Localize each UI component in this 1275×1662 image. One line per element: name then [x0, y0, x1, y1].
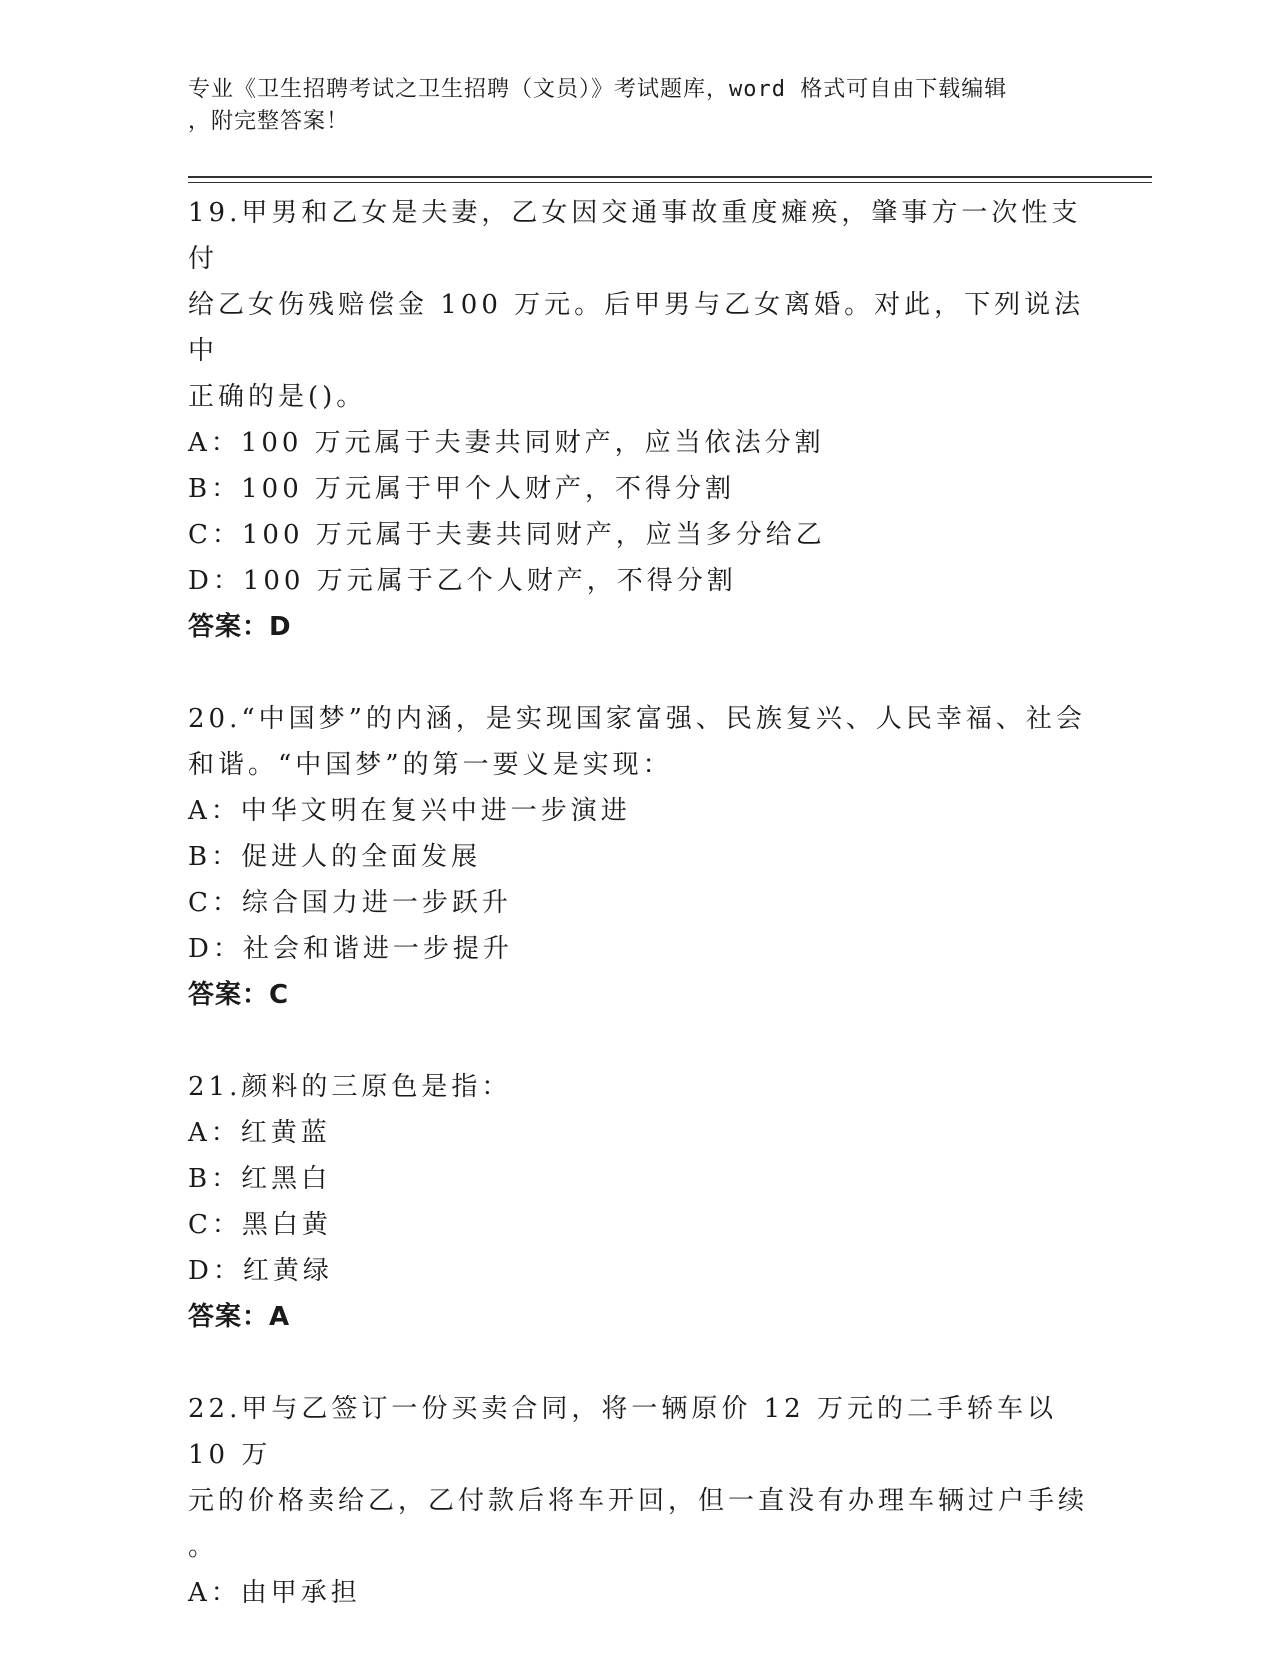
option-b: B：红黑白	[188, 1164, 332, 1194]
option-a: A：由甲承担	[188, 1578, 361, 1608]
option-c: C：黑白黄	[188, 1210, 332, 1240]
question-text-line: 22.甲与乙签订一份买卖合同，将一辆原价 12 万元的二手轿车以 10 万	[188, 1394, 1057, 1470]
question-text-line: 19.甲男和乙女是夫妻，乙女因交通事故重度瘫痪，肇事方一次性支付	[188, 198, 1082, 274]
question-21	[188, 1064, 1088, 1340]
header-divider-thin	[188, 182, 1152, 183]
option-d: D：社会和谐进一步提升	[188, 934, 513, 964]
header-line-2: ，附完整答案！	[188, 109, 350, 134]
option-a: A：红黄蓝	[188, 1118, 331, 1148]
answer-label: 答案：A	[188, 1302, 291, 1332]
option-c: C：综合国力进一步跃升	[188, 888, 512, 918]
option-b: B：促进人的全面发展	[188, 842, 482, 872]
header-divider-thick	[188, 176, 1152, 178]
question-20	[188, 696, 1088, 1018]
option-b: B：100 万元属于甲个人财产，不得分割	[188, 474, 735, 504]
question-text-line: 给乙女伤残赔偿金 100 万元。后甲男与乙女离婚。对此，下列说法中	[188, 290, 1085, 366]
question-text-line: 元的价格卖给乙，乙付款后将车开回，但一直没有办理车辆过户手续	[188, 1486, 1089, 1516]
question-text-line: 20.“中国梦”的内涵，是实现国家富强、民族复兴、人民幸福、社会	[188, 704, 1086, 734]
option-c: C：100 万元属于夫妻共同财产，应当多分给乙	[188, 520, 826, 550]
option-d: D：红黄绿	[188, 1256, 333, 1286]
question-22	[188, 1386, 1088, 1616]
question-19	[188, 190, 1088, 650]
question-list	[188, 190, 1088, 1662]
answer-label: 答案：D	[188, 612, 292, 642]
option-a: A：100 万元属于夫妻共同财产，应当依法分割	[188, 428, 825, 458]
option-a: A：中华文明在复兴中进一步演进	[188, 796, 631, 826]
header-line-1: 专业《卫生招聘考试之卫生招聘（文员）》考试题库，word 格式可自由下载编辑	[188, 77, 1008, 102]
question-text-line: 21.颜料的三原色是指：	[188, 1072, 512, 1102]
option-d: D：100 万元属于乙个人财产，不得分割	[188, 566, 737, 596]
document-header	[188, 74, 1068, 138]
question-text-line: 和谐。“中国梦”的第一要义是实现：	[188, 750, 673, 780]
answer-label: 答案：C	[188, 980, 290, 1010]
question-text-line: 。	[188, 1532, 219, 1562]
question-text-line: 正确的是()。	[188, 382, 367, 412]
